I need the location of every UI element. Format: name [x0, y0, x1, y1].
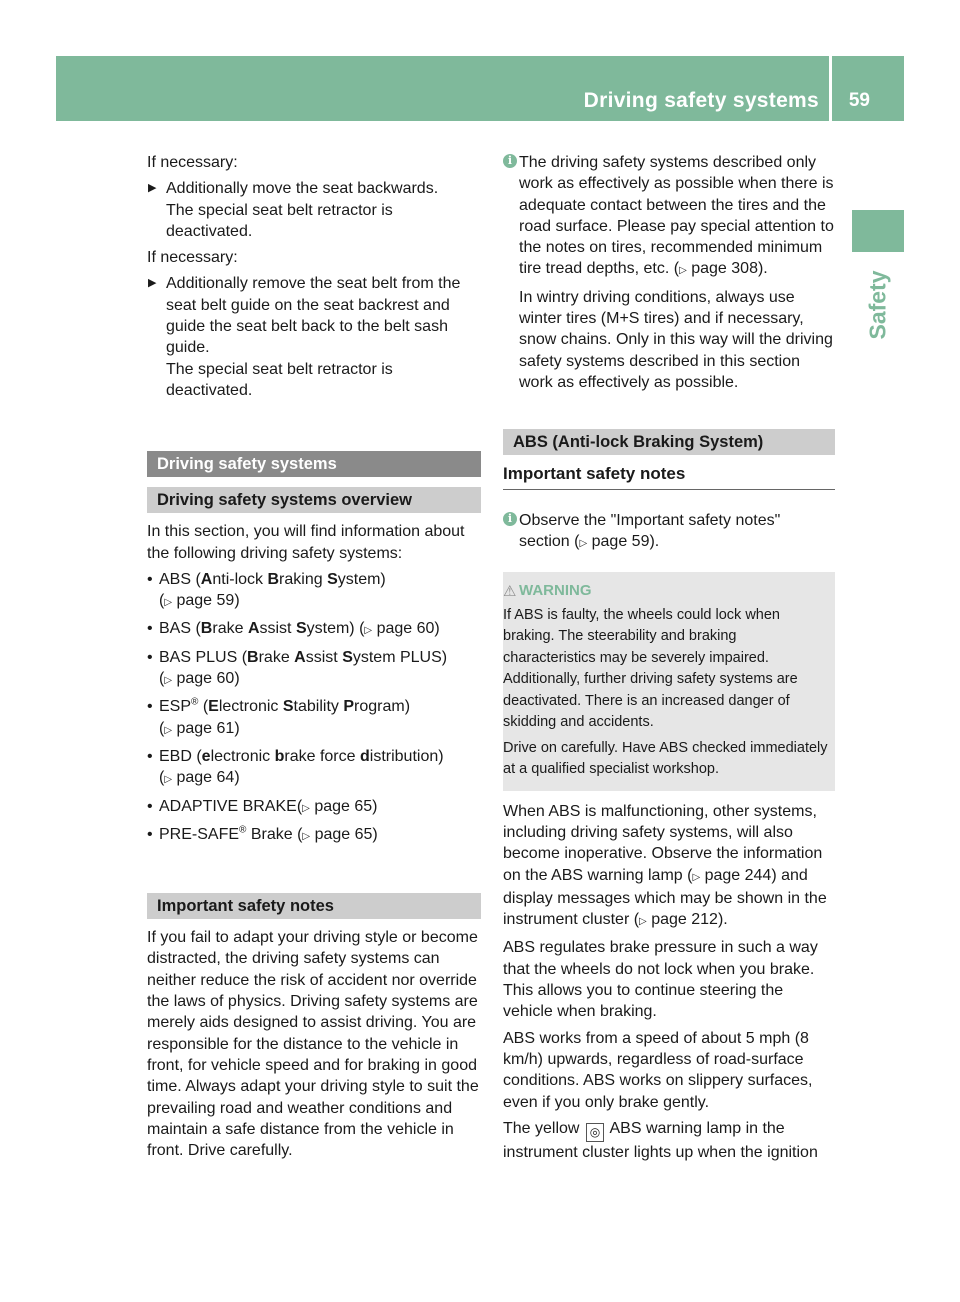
subsection-heading: Driving safety systems overview — [147, 487, 481, 513]
info-text: In wintry driving conditions, always use winter tires (M+S tires) and if necessary, snow chains. Only in this way will the driving safety systems described in this section work as effectively as possible. — [519, 288, 833, 391]
page-ref-link[interactable]: page 65 — [314, 825, 373, 843]
list-item: • ADAPTIVE BRAKE(▷ page 65) — [147, 796, 481, 819]
page-ref-link[interactable]: page 61 — [176, 719, 235, 737]
important-notes-text: If you fail to adapt your driving style or become distracted, the driving safety systems can neither reduce the risk of accident nor override the laws of physics. Driving safety systems are merely aids designed to assist driving. You are responsible for the distance to the vehicle in front, for vehicle speed and for braking in good time. Always adapt your driving style to suit the prevailing road and weather conditions and maintain a safe distance from the vehicle in front. Drive carefully. — [147, 929, 479, 1160]
info-note: i Observe the "Important safety notes" section (▷ page 59). — [503, 510, 835, 555]
list-item: • BAS PLUS (Brake Assist System PLUS) (▷ page 60) — [147, 647, 481, 692]
page-ref-arrow-icon: ▷ — [302, 830, 311, 842]
list-item: • ABS (Anti-lock Braking System) (▷ page 59) — [147, 569, 481, 614]
page-ref-arrow-icon: ▷ — [302, 802, 310, 814]
warning-box — [503, 572, 835, 791]
page-ref-link[interactable]: page 60 — [176, 670, 235, 688]
right-column — [503, 152, 835, 1168]
header-divider — [829, 56, 832, 121]
warning-heading: ⚠ WARNING — [503, 580, 829, 602]
page-ref-arrow-icon: ▷ — [679, 265, 687, 277]
page-number: 59 — [848, 90, 870, 111]
page-header-band — [56, 56, 904, 121]
subsection-heading: ABS (Anti-lock Braking System) — [503, 429, 835, 455]
warning-text: If ABS is faulty, the wheels could lock when braking. The steerability and braking characteristics may be severely impaired. Additionally, further driving safety systems are deactivated. There is an increased danger of skidding and accidents. — [503, 606, 798, 731]
page-ref-arrow-icon: ▷ — [164, 597, 173, 609]
body-paragraph: When ABS is malfunctioning, other systems, including driving safety systems, will also become inoperative. Observe the information on the ABS warning lamp (▷ page 244) and display messages which may be shown in the instrument cluster (▷ page 212). — [503, 802, 827, 929]
if-necessary-label: If necessary: — [147, 249, 238, 267]
page-ref-link[interactable]: page 308 — [691, 260, 758, 278]
left-column — [147, 152, 481, 1166]
list-item: • BAS (Brake Assist System) (▷ page 60) — [147, 618, 481, 641]
page-ref-link[interactable]: page 244 — [704, 866, 772, 884]
info-icon: i — [503, 512, 517, 526]
step-arrow-icon: ▶ — [148, 182, 157, 195]
section-heading: Driving safety systems — [147, 451, 481, 477]
page-ref-arrow-icon: ▷ — [164, 724, 173, 736]
subsection-heading: Important safety notes — [147, 893, 481, 919]
subsection-title: Important safety notes — [503, 463, 835, 489]
list-item: • PRE-SAFE® Brake (▷ page 65) — [147, 824, 481, 847]
side-tab-label: Safety — [864, 270, 891, 340]
overview-intro: In this section, you will find information about the following driving safety systems: — [147, 523, 465, 562]
header-title: Driving safety systems — [583, 89, 819, 112]
page-ref-link[interactable]: page 60 — [376, 620, 435, 638]
step-item — [147, 178, 481, 242]
step-arrow-icon: ▶ — [148, 277, 157, 290]
body-paragraph: ABS regulates brake pressure in such a way that the wheels do not lock when you brake. This allows you to continue steering the vehicle when braking. — [503, 939, 818, 1021]
body-paragraph: The yellow ◎ ABS warning lamp in the instrument cluster lights up when the ignition — [503, 1119, 818, 1161]
list-item: • ESP® (Electronic Stability Program) (▷ page 61) — [147, 696, 481, 741]
page-ref-link[interactable]: page 64 — [176, 769, 235, 787]
step-item — [147, 273, 481, 401]
warning-triangle-icon: ⚠ — [503, 583, 517, 601]
warning-text: Drive on carefully. Have ABS checked immediately at a qualified specialist workshop. — [503, 739, 828, 778]
list-item: • EBD (electronic brake force distribution) (▷ page 64) — [147, 746, 481, 791]
step-text: Additionally move the seat backwards. — [166, 180, 439, 198]
side-tab-block — [852, 210, 904, 252]
step-result: The special seat belt retractor is deactivated. — [166, 360, 393, 399]
page-ref-link[interactable]: page 212 — [651, 911, 718, 929]
step-result: The special seat belt retractor is deactivated. — [166, 201, 393, 240]
page-ref-arrow-icon: ▷ — [692, 871, 701, 883]
abs-warning-lamp-icon: ◎ — [586, 1123, 604, 1142]
info-note: i The driving safety systems described only work as effectively as possible when there is adequate contact between the tires and the road surface. Please pay special attention to the notes on tires, recommended minimum tire tread depths, etc. (▷ page 308). In wintry driving conditions, always use winter tires (M+S tires) and if necessary, snow chains. Only in this way will the driving safety systems described in this section work as effectively as possible. — [503, 152, 835, 393]
body-paragraph: ABS works from a speed of about 5 mph (8 km/h) upwards, regardless of road-surface conditions. ABS works on slippery surfaces, even if you only brake gently. — [503, 1029, 813, 1111]
page-ref-arrow-icon: ▷ — [579, 537, 588, 549]
step-text: Additionally remove the seat belt from the seat belt guide on the seat backrest and guide the seat belt back to the belt sash guide. — [166, 275, 461, 357]
info-icon: i — [503, 154, 517, 168]
page-ref-link[interactable]: page 59 — [591, 532, 650, 550]
page-ref-arrow-icon: ▷ — [639, 916, 647, 928]
side-tab — [842, 265, 914, 345]
systems-list — [147, 569, 481, 847]
page-ref-arrow-icon: ▷ — [164, 675, 173, 687]
page-ref-link[interactable]: page 59 — [176, 592, 235, 610]
page-ref-arrow-icon: ▷ — [164, 774, 173, 786]
page-ref-link[interactable]: page 65 — [314, 797, 373, 815]
if-necessary-label: If necessary: — [147, 154, 238, 171]
page-ref-arrow-icon: ▷ — [364, 625, 373, 637]
